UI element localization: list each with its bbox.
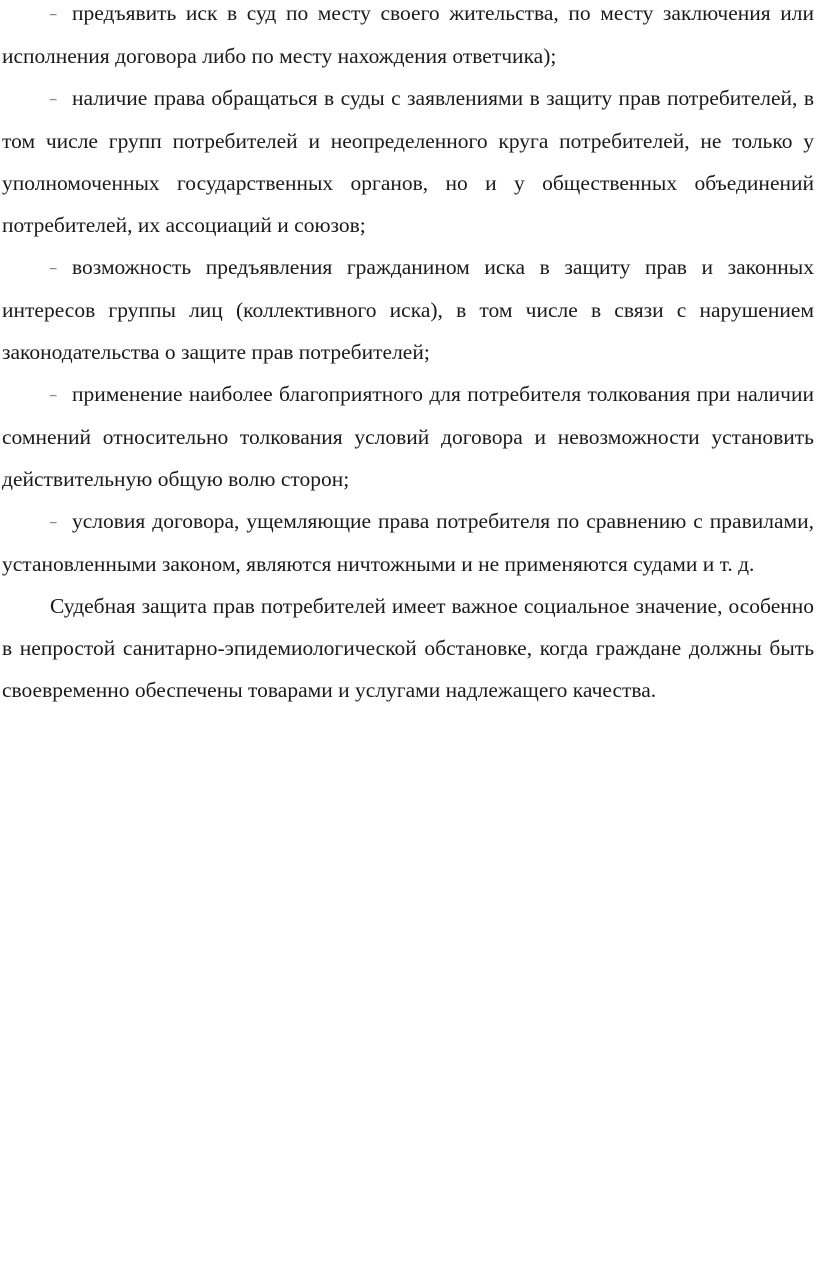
- bullet-marker: –: [50, 260, 57, 275]
- list-item-text: предъявить иск в суд по месту своего жительства, по месту заключения или исполнения договора либо по месту нахождения ответчика);: [2, 1, 814, 68]
- list-item: [2, 373, 814, 500]
- list-item: [2, 0, 814, 77]
- list-item-text: возможность предъявления гражданином иска в защиту прав и законных интересов группы лиц (коллективного иска), в том числе в связи с нарушением законодательства о защите прав потребителей;: [2, 255, 814, 364]
- bullet-marker: –: [50, 514, 57, 529]
- bullet-marker: –: [50, 387, 57, 402]
- bullet-list: [2, 0, 814, 585]
- list-item-text: условия договора, ущемляющие права потребителя по сравнению с правилами, установленными законом, являются ничтожными и не применяются судами и т. д.: [2, 509, 814, 576]
- list-item: [2, 77, 814, 246]
- list-item-text: применение наиболее благоприятного для потребителя толкования при наличии сомнений относительно толкования условий договора и невозможности установить действительную общую волю сторон;: [2, 382, 814, 491]
- bullet-marker: –: [50, 91, 57, 106]
- bullet-marker: –: [50, 6, 57, 21]
- list-item: [2, 246, 814, 373]
- list-item-text: наличие права обращаться в суды с заявлениями в защиту прав потребителей, в том числе групп потребителей и неопределенного круга потребителей, не только у уполномоченных государственных органов, но и у общественных объединений потребителей, их ассоциаций и союзов;: [2, 86, 814, 237]
- closing-paragraph: Судебная защита прав потребителей имеет важное социальное значение, особенно в непростой санитарно-эпидемиологической обстановке, когда граждане должны быть своевременно обеспечены товарами и услугами надлежащего качества.: [2, 594, 814, 702]
- list-item: [2, 500, 814, 585]
